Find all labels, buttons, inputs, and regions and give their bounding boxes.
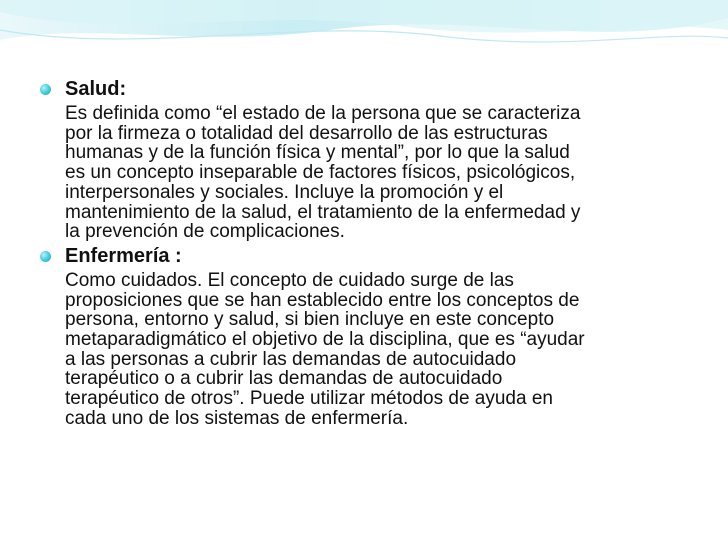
decorative-wave-header	[0, 0, 728, 70]
section-heading-enfermeria	[40, 245, 700, 269]
bullet-icon	[40, 84, 51, 95]
heading-text: Enfermería :	[65, 244, 182, 267]
heading-text: Salud:	[65, 78, 127, 100]
section-heading-salud	[40, 78, 700, 102]
section-body-salud: Es definida como “el estado de la persona que se caracteriza por la firmeza o totalidad del desarrollo de las estructuras humanas y de la función física y mental”, por lo que la salud es un concepto inseparable de factores físicos, psicológicos, interpersonales y sociales. Incluye la promoción y el mantenimiento de la salud, el tratamiento de la enfermedad y la prevención de complicaciones.	[65, 103, 581, 243]
section-body-enfermeria: Como cuidados. El concepto de cuidado surge de las proposiciones que se han establecido entre los conceptos de persona, entorno y salud, si bien incluye en este concepto metaparadigmático el objetivo de la disciplina, que es “ayudar a las personas a cubrir las demandas de autocuidado terapéutico o a cubrir las demandas de autocuidado terapéutico de otros”. Puede utilizar métodos de ayuda en cada uno de los sistemas de enfermería.	[65, 269, 585, 429]
slide-content	[40, 78, 700, 432]
bullet-icon	[40, 251, 51, 262]
